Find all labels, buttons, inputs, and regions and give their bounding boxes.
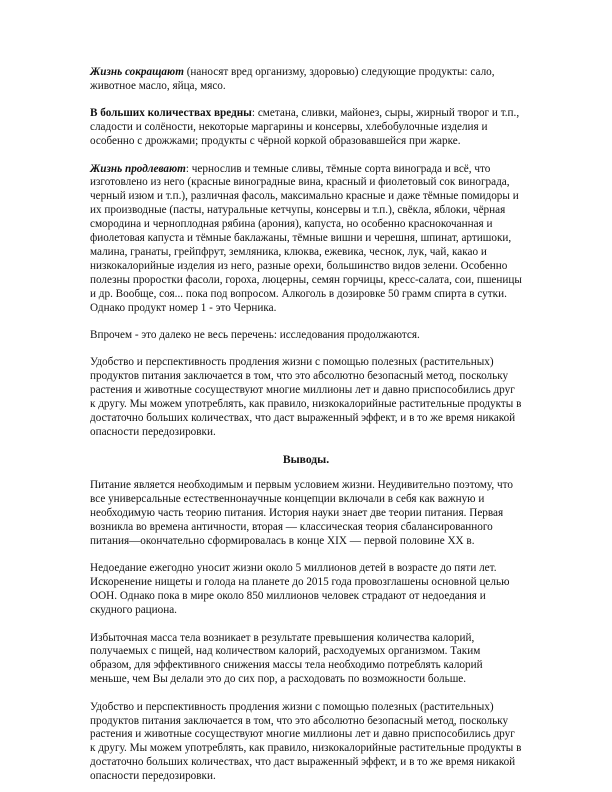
paragraph-lead: Жизнь продлевают [90, 162, 186, 175]
paragraph-nutrition: Питание является необходимым и первым условием жизни. Неудивительно поэтому, что все универсальные естественнонаучные концепции включали в себя как важную и необходимую часть теорию питания. История науки знает две теории питания. Первая возникла во времена античности, вторая — классическая теория сбалансированного питания—окончательно сформировалась в конце XIX — первой половине XX в. [90, 479, 513, 547]
section-heading-conclusions: Выводы. [282, 453, 330, 467]
paragraph-convenience: Удобство и перспективность продления жизни с помощью полезных (растительных) продуктов питания заключается в том, что это абсолютно безопасный метод, поскольку растения и животные сосуществуют многие миллионы лет и давно приспособились друг к другу. Мы можем употреблять, как правило, низкокалорийные растительные продукты в достаточно больших количествах, что даст выраженный эффект, и в то же время никакой опасности передозировки. [90, 356, 522, 438]
paragraph-text: (наносят вред организму, здоровью) следующие продукты: сало, животное масло, яйца, мясо. [90, 66, 495, 92]
paragraph-harmful-in-quantity [90, 107, 522, 149]
paragraph-malnutrition: Недоедание ежегодно уносит жизни около 5 миллионов детей в возрасте до пяти лет. Искоренение нищеты и голода на планете до 2015 года провозглашены основной целью ООН. Однако пока в мире около 850 миллионов человек страдают от недоедания и скудного рациона. [90, 562, 510, 617]
paragraph-life-shortening [90, 66, 522, 94]
paragraph-text: : чернослив и темные сливы, тёмные сорта винограда и всё, что изготовлено из него (красные виноградные вина, красный и фиолетовый сок винограда, черный изюм и т.п.), различная фасоль, максимально красные и даже тёмные помидоры и их производные (пасты, натуральные кетчупы, консервы и т.п.), свёкла, яблоки, чёрная смородина и черноплодная рябина (арония), капуста, но особенно краснокочанная и фиолетовая капуста и тёмные баклажаны, тёмные вишни и черешня, шпинат, артишоки, малина, гранаты, грейпфрут, земляника, клюква, ежевика, чеснок, лук, чай, какао и низкокалорийные изделия из него, разные орехи, большинство видов зелени. Особенно полезны проростки фасоли, гороха, люцерны, семян горчицы, кресс-салата, сои, пшеницы и др. Вообще, соя... пока под вопросом. Алкоголь в дозировке 50 грамм спирта в сутки. Однако продукт номер 1 - это Черника. [90, 162, 522, 314]
paragraph-research-note: Впрочем - это далеко не весь перечень: исследования продолжаются. [90, 329, 420, 341]
paragraph-life-extending [90, 163, 522, 316]
paragraph-excess-weight: Избыточная масса тела возникает в результате превышения количества калорий, получаемых с пищей, над количеством калорий, расходуемых организмом. Таким образом, для эффективного снижения массы тела необходимо потреблять калорий меньше, чем Вы делали это до сих пор, а расходовать по возможности больше. [90, 631, 483, 686]
paragraph-lead: В больших количествах вредны [90, 107, 252, 120]
paragraph-convenience-repeat: Удобство и перспективность продления жизни с помощью полезных (растительных) продуктов питания заключается в том, что это абсолютно безопасный метод, поскольку растения и животные сосуществуют многие миллионы лет и давно приспособились друг к другу. Мы можем употреблять, как правило, низкокалорийные растительные продукты в достаточно больших количествах, что даст выраженный эффект, и в то же время никакой опасности передозировки. [90, 700, 522, 783]
paragraph-text: : сметана, сливки, майонез, сыры, жирный творог и т.п., сладости и солёности, некоторые маргарины и консервы, хлебобулочные изделия и особенно с дрожжами; продукты с чёрной коркой образовавшейся при жарке. [90, 107, 520, 148]
paragraph-lead: Жизнь сокращают [90, 66, 184, 78]
